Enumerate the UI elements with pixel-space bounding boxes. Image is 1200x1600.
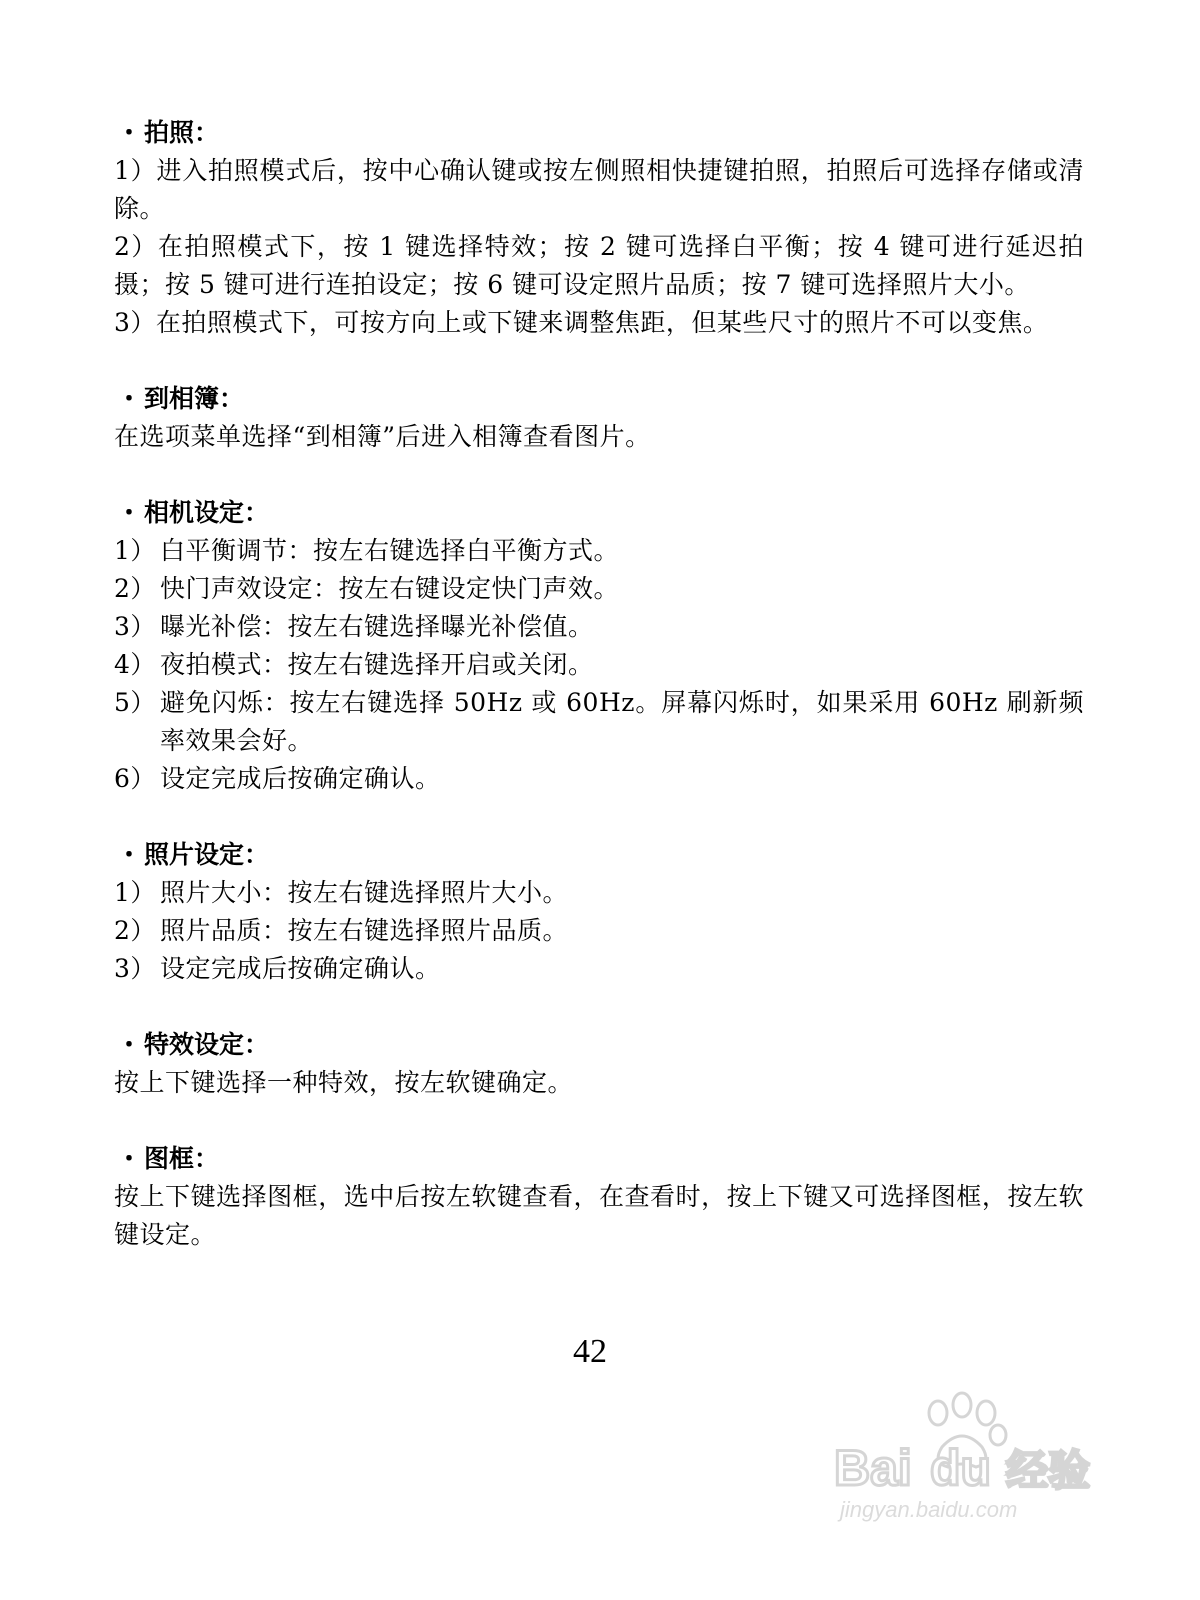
section-heading: [114, 1026, 1084, 1064]
list-item: 1）进入拍照模式后，按中心确认键或按左侧照相快捷键拍照，拍照后可选择存储或清除。: [114, 156, 1084, 223]
section-heading: [114, 836, 1084, 874]
section-paragraph: 在选项菜单选择“到相簿”后进入相簿查看图片。: [114, 422, 651, 451]
item-text: 夜拍模式：按左右键选择开启或关闭。: [160, 650, 594, 679]
bullet-icon: ・: [116, 118, 142, 147]
section-heading: [114, 1140, 1084, 1178]
item-text: 曝光补偿：按左右键选择曝光补偿值。: [160, 612, 594, 641]
section-photo-settings: [114, 836, 1084, 988]
section-camera-settings: [114, 494, 1084, 798]
page-number: 42: [573, 1333, 607, 1370]
section-heading: [114, 380, 1084, 418]
heading-text: 特效设定：: [144, 1030, 270, 1059]
bullet-icon: ・: [116, 840, 142, 869]
svg-text:du: du: [930, 1440, 992, 1496]
list-item: [114, 532, 1084, 570]
section-effect-settings: [114, 1026, 1084, 1102]
svg-text:经验: 经验: [1006, 1447, 1091, 1494]
list-item: [114, 646, 1084, 684]
list-item: 2）在拍照模式下，按 1 键选择特效；按 2 键可选择白平衡；按 4 键可进行延迟拍摄；按 5 键可进行连拍设定；按 6 键可设定照片品质；按 7 键可选择照片大小。: [114, 232, 1084, 299]
item-text: 快门声效设定：按左右键设定快门声效。: [160, 574, 620, 603]
document-page: [114, 114, 1084, 1254]
section-heading: [114, 114, 1084, 152]
item-number: 1）: [114, 878, 156, 907]
item-text: 白平衡调节：按左右键选择白平衡方式。: [160, 536, 620, 565]
item-number: 6）: [114, 764, 156, 793]
bullet-icon: ・: [116, 1144, 142, 1173]
item-number: 2）: [114, 916, 156, 945]
bullet-icon: ・: [116, 384, 142, 413]
section-heading: [114, 494, 1084, 532]
item-text: 照片大小：按左右键选择照片大小。: [160, 878, 569, 907]
item-text: 设定完成后按确定确认。: [160, 764, 441, 793]
section-to-album: [114, 380, 1084, 456]
item-number: 1）: [114, 536, 156, 565]
svg-text:jingyan.baidu.com: jingyan.baidu.com: [840, 1497, 1018, 1522]
section-frame: [114, 1140, 1084, 1254]
heading-text: 照片设定：: [144, 840, 270, 869]
list-item: [114, 760, 1084, 798]
item-number: 3）: [114, 954, 156, 983]
item-text: 设定完成后按确定确认。: [160, 954, 441, 983]
heading-text: 图框：: [144, 1144, 220, 1173]
list-item: [114, 950, 1084, 988]
list-item: [114, 912, 1084, 950]
list-item: [114, 608, 1084, 646]
item-number: 3）: [114, 612, 156, 641]
baidu-jingyan-watermark-logo: [830, 1385, 1110, 1525]
item-number: 2）: [114, 574, 156, 603]
item-text: 避免闪烁：按左右键选择 50Hz 或 60Hz。屏幕闪烁时，如果采用 60Hz 刷新频率效果会好。: [160, 688, 1084, 755]
bullet-icon: ・: [116, 1030, 142, 1059]
list-item: [114, 684, 1084, 760]
heading-text: 相机设定：: [144, 498, 270, 527]
list-item: [114, 570, 1084, 608]
item-number: 4）: [114, 650, 156, 679]
list-item: [114, 874, 1084, 912]
svg-text:Bai: Bai: [834, 1440, 912, 1496]
heading-text: 拍照：: [144, 118, 220, 147]
section-paragraph: 按上下键选择一种特效，按左软键确定。: [114, 1068, 574, 1097]
list-item: 3）在拍照模式下，可按方向上或下键来调整焦距，但某些尺寸的照片不可以变焦。: [114, 308, 1049, 337]
item-text: 照片品质：按左右键选择照片品质。: [160, 916, 569, 945]
heading-text: 到相簿：: [144, 384, 245, 413]
section-paragraph: 按上下键选择图框，选中后按左软键查看，在查看时，按上下键又可选择图框，按左软键设定。: [114, 1182, 1084, 1249]
section-take-photo: [114, 114, 1084, 342]
item-number: 5）: [114, 688, 156, 717]
bullet-icon: ・: [116, 498, 142, 527]
